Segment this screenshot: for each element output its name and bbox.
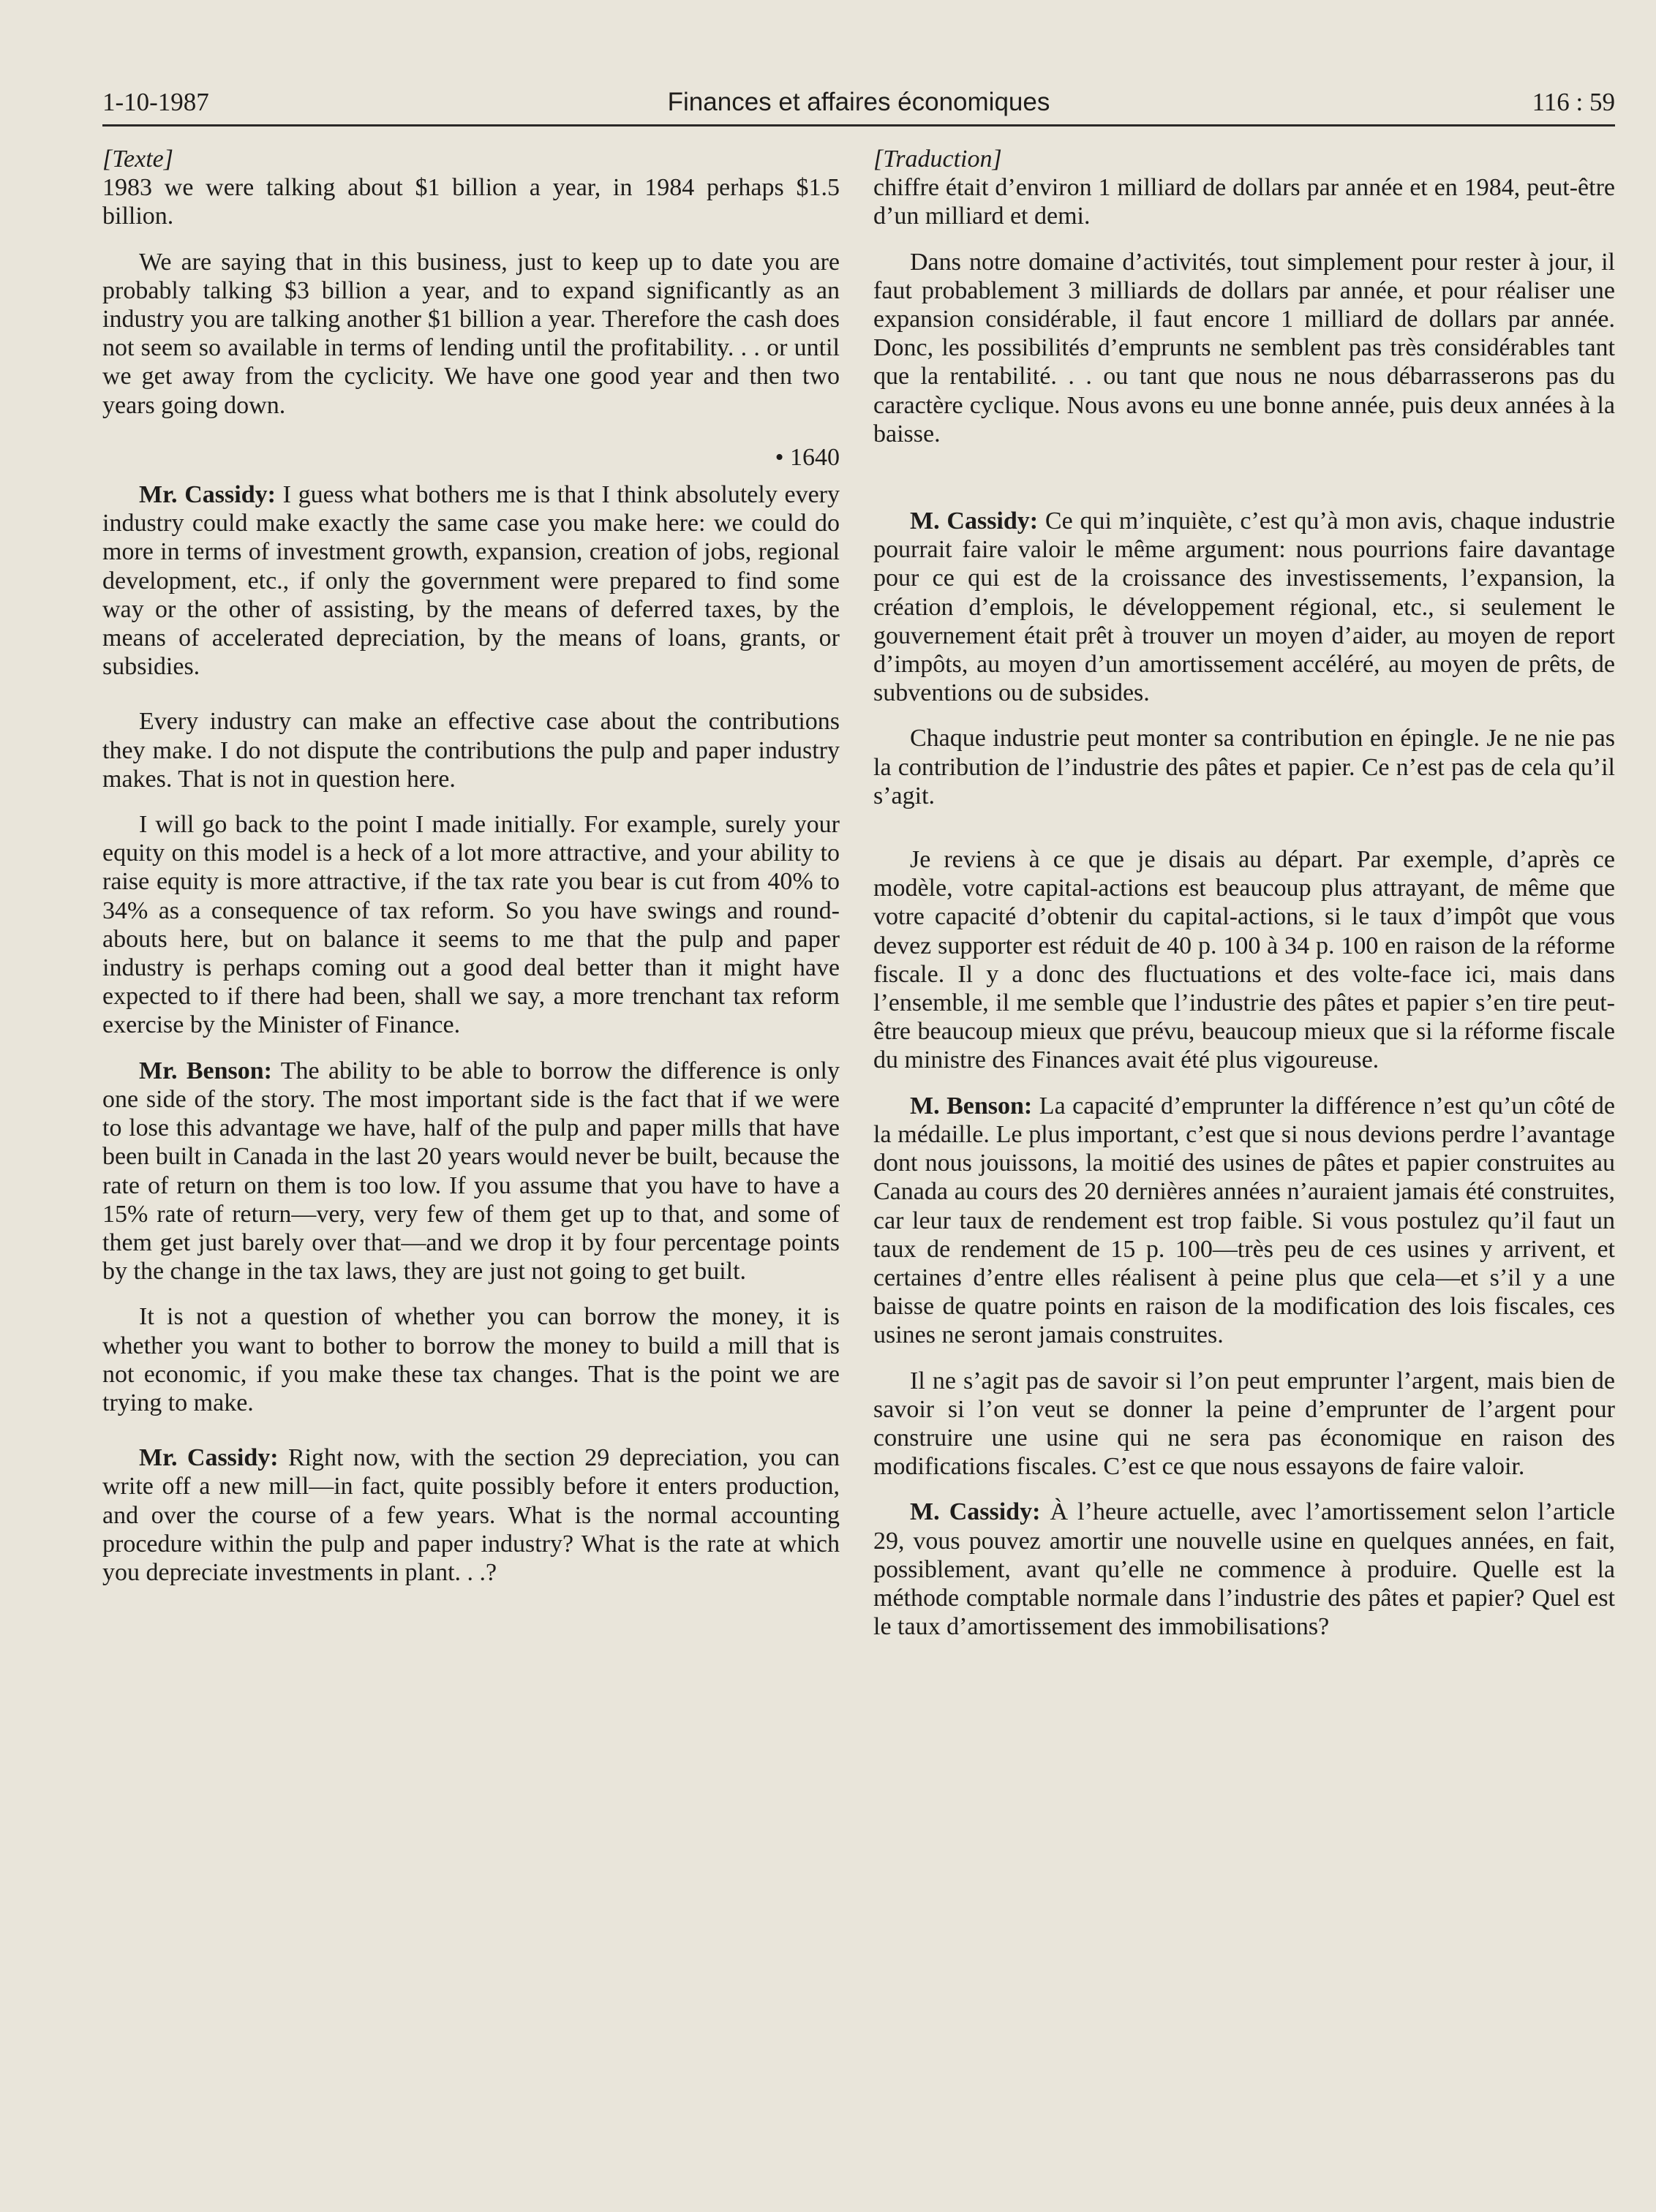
speaker-name: M. Cassidy: (910, 507, 1039, 535)
paragraph-text: Right now, with the section 29 depreciation, you can write off a new mill—in fact, quite possibly before it enters production, and over the course of a few years. What is the normal accounting procedure within the pulp and paper industry? What is the rate at which you depreciate investments in plant. . .? (102, 1444, 840, 1586)
paragraph-text: Ce qui m’inquiète, c’est qu’à mon avis, chaque industrie pourrait faire valoir le même argument: nous pourrions faire davantage pour ce qui est de la croissance des investissements, l’expansion, la création d’emplois, le développement régional, etc., si seulement le gouvernement était prêt à trouver un moyen d’aider, au moyen de report d’impôts, au moyen d’un amortissement accéléré, au moyen de prêts, de subventions ou de subsides. (873, 507, 1615, 707)
paragraph (873, 1498, 1615, 1641)
speaker-name: M. Cassidy: (910, 1498, 1041, 1526)
paragraph-text: It is not a question of whether you can borrow the money, it is whether you want to bother to borrow the money to build a mill that is not economic, if you make these tax changes. That is the point we are trying to make. (102, 1303, 840, 1416)
page-header (102, 82, 1615, 127)
paragraph-text: Chaque industrie peut monter sa contribution en épingle. Je ne nie pas la contribution de l’industrie des pâtes et papier. Ce n’est pas de cela qu’il s’agit. (873, 725, 1615, 809)
time-marker: • 1640 (775, 443, 840, 471)
paragraph-text: 1983 we were talking about $1 billion a year, in 1984 perhaps $1.5 billion. (102, 174, 840, 230)
paragraph-text: Dans notre domaine d’activités, tout simplement pour rester à jour, il faut probablement 3 milliards de dollars par année, et pour réaliser une expansion considérable, il faut encore 1 milliard de dollars par année. Donc, les possibilités d’emprunts ne semblent pas très considérables tant que la rentabilité. . . ou tant que nous ne nous débarrasserons pas du caractère cyclique. Nous avons eu une bonne année, puis deux années à la baisse. (873, 248, 1615, 448)
paragraph-text: La capacité d’emprunter la différence n’est qu’un côté de la médaille. Le plus important, c’est que si nous devions perdre l’avantage dont nous jouissons, la moitié des usines de pâtes et papier construites au Canada au cours des 20 dernières années n’auraient jamais été construites, car leur taux de rendement est trop faible. Si vous postulez qu’il faut un taux de rendement de 15 p. 100—très peu de ces usines y arrivent, et certaines d’entre elles réalisent à peine plus que cela—et s’il y a une baisse de quatre points en raison de la modification des lois fiscales, ces usines ne seront jamais construites. (873, 1092, 1616, 1349)
paragraph-text: I will go back to the point I made initially. For example, surely your equity on this model is a heck of a lot more attractive, and your ability to raise equity is more attractive, if the tax rate you bear is cut from 40% to 34% as a consequence of tax reform. So you have swings and round-abouts here, but on balance it seems to me that the pulp and paper industry is perhaps coming out a good deal better than it might have expected to if there had been, shall we say, a more trenchant tax reform exercise by the Minister of Finance. (102, 811, 840, 1039)
paragraph (102, 248, 840, 420)
paragraph-text: I guess what bothers me is that I think absolutely every industry could make exactly the same case you make here: we could do more in terms of investment growth, expansion, creation of jobs, regional development, etc., if only the government were prepared to find some way or the other of assisting, by the means of deferred taxes, by the means of accelerated depreciation, by the means of loans, grants, or subsidies. (102, 481, 840, 681)
speaker-name: M. Benson: (910, 1092, 1033, 1120)
header-title: Finances et affaires économiques (667, 88, 1050, 116)
paragraph (873, 845, 1615, 1075)
column-label-french: [Traduction] (873, 146, 1002, 173)
english-column (102, 145, 840, 1604)
paragraph (873, 1367, 1615, 1481)
paragraph-text: The ability to be able to borrow the difference is only one side of the story. The most important side is the fact that if we were to lose this advantage we have, half of the pulp and paper mills that have been built in Canada in the last 20 years would never be built, because the rate of return on them is too low. If you assume that you have to have a 15% rate of return—very, very few of them get up to that, and some of them get just barely over that—and we drop it by four percentage points by the change in the tax laws, they are just not going to get built. (102, 1057, 840, 1286)
paragraph (873, 248, 1615, 448)
paragraph (102, 480, 840, 681)
speaker-name: Mr. Benson: (139, 1057, 272, 1084)
paragraph (102, 1302, 840, 1417)
paragraph (873, 507, 1615, 707)
header-date: 1-10-1987 (102, 88, 209, 116)
paragraph (102, 707, 840, 793)
paragraph (873, 173, 1615, 230)
paragraph (873, 724, 1615, 810)
paragraph-text: We are saying that in this business, just to keep up to date you are probably talking $3 billion a year, and to expand significantly as an industry you are talking another $1 billion a year. Therefore the cash does not seem so available in terms of lending until the profitability. . . or until we get away from the cyclicity. We have one good year and then two years going down. (102, 248, 840, 419)
column-label-english: [Texte] (102, 146, 173, 173)
speaker-name: Mr. Cassidy: (139, 481, 276, 509)
paragraph (102, 1057, 840, 1286)
header-page-number: 116 : 59 (1532, 88, 1615, 116)
paragraph (102, 173, 840, 230)
header-rule (102, 124, 1615, 127)
paragraph-text: Je reviens à ce que je disais au départ. Par exemple, d’après ce modèle, votre capital-actions est beaucoup plus attrayant, de même que votre capacité d’obtenir du capital-actions, si le taux d’impôt que vous devez supporter est réduit de 40 p. 100 à 34 p. 100 en raison de la réforme fiscale. Il y a donc des fluctuations et des volte-face ici, mais dans l’ensemble, il me semble que l’industrie des pâtes et papier s’en tire peut-être beaucoup mieux que prévu, beaucoup mieux que si la réforme fiscale du ministre des Finances avait été plus vigoureuse. (873, 846, 1615, 1074)
paragraph (102, 1443, 840, 1587)
paragraph (102, 810, 840, 1040)
paragraph (873, 1092, 1615, 1350)
paragraph-text: Every industry can make an effective case about the contributions they make. I do not dispute the contributions the pulp and paper industry makes. That is not in question here. (102, 708, 840, 793)
speaker-name: Mr. Cassidy: (139, 1444, 279, 1472)
paragraph-text: chiffre était d’environ 1 milliard de dollars par année et en 1984, peut-être d’un milliard et demi. (873, 174, 1615, 230)
paragraph-text: Il ne s’agit pas de savoir si l’on peut emprunter l’argent, mais bien de savoir si l’on veut se donner la peine d’emprunter de l’argent pour construire une usine qui ne sera pas économique en raison des modifications fiscales. C’est ce que nous essayons de faire valoir. (873, 1367, 1615, 1481)
paragraph-text: À l’heure actuelle, avec l’amortissement selon l’article 29, vous pouvez amortir une nouvelle usine en quelques années, en fait, possiblement, avant qu’elle ne commence à produire. Quelle est la méthode comptable normale dans l’industrie des pâtes et papier? Quel est le taux d’amortissement des immobilisations? (873, 1498, 1615, 1641)
french-column (873, 145, 1615, 1658)
